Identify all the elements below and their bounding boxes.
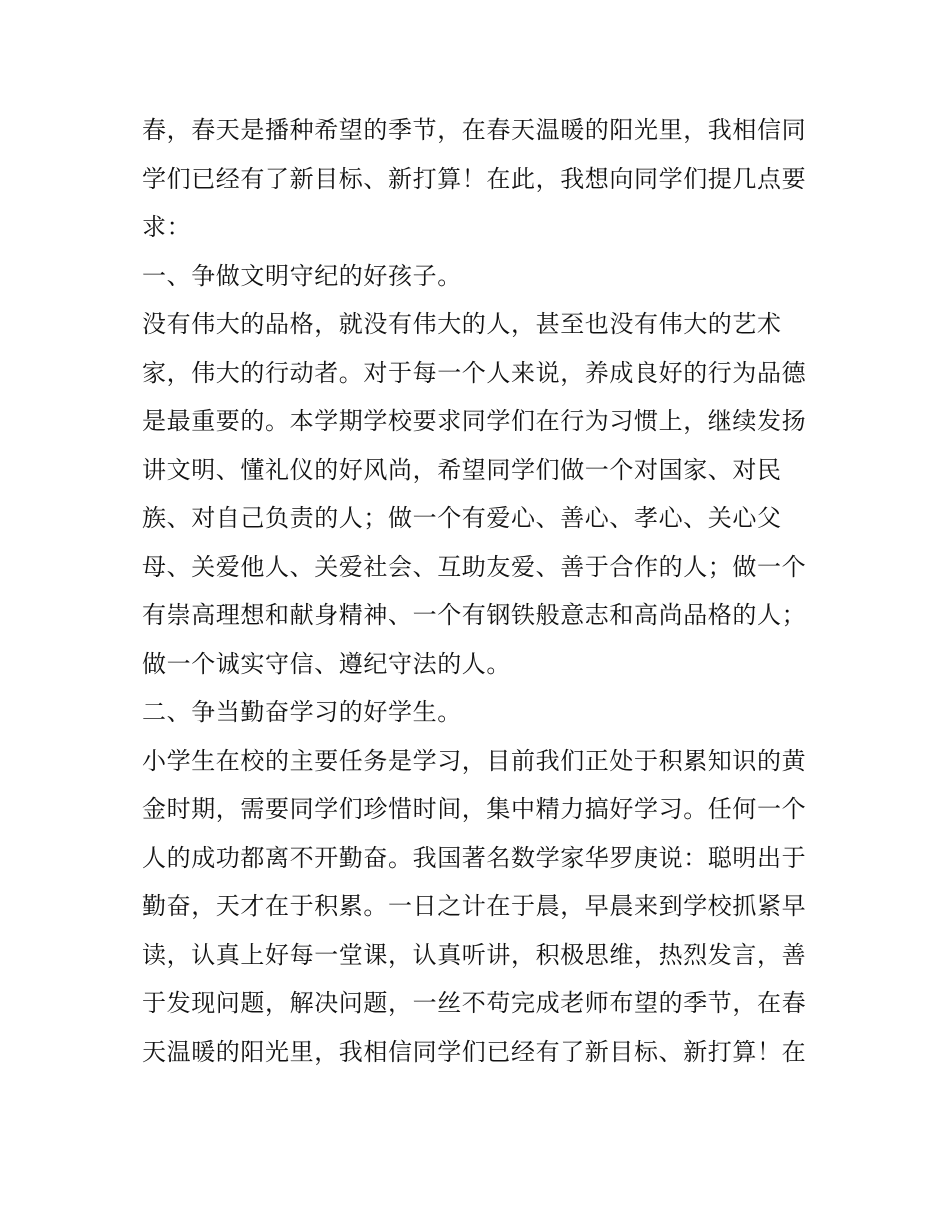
text-line: 求：	[142, 213, 192, 241]
text-line: 春，春天是播种希望的季节，在春天温暖的阳光里，我相信同	[142, 116, 807, 144]
text-line: 家，伟大的行动者。对于每一个人来说，养成良好的行为品德	[142, 358, 807, 387]
text-line: 金时期，需要同学们珍惜时间，集中精力搞好学习。任何一个	[142, 795, 807, 823]
text-line: 母、关爱他人、关爱社会、互助友爱、善于合作的人；做一个	[142, 552, 807, 581]
section-heading: 一、争做文明守纪的好孩子。	[142, 261, 462, 290]
document-body	[142, 106, 822, 1076]
text-line: 小学生在校的主要任务是学习，目前我们正处于积累知识的黄	[142, 746, 807, 775]
text-line: 是最重要的。本学期学校要求同学们在行为习惯上，继续发扬	[142, 407, 807, 435]
text-line: 做一个诚实守信、遵纪守法的人。	[142, 649, 511, 678]
text-line: 族、对自己负责的人；做一个有爱心、善心、孝心、关心父	[142, 504, 782, 532]
text-line: 于发现问题，解决问题，一丝不苟完成老师布望的季节，在春	[142, 989, 807, 1017]
text-line: 天温暖的阳光里，我相信同学们已经有了新目标、新打算！在	[142, 1037, 807, 1066]
text-line: 读，认真上好每一堂课，认真听讲，积极思维，热烈发言，善	[142, 940, 807, 969]
text-line: 学们已经有了新目标、新打算！在此，我想向同学们提几点要	[142, 164, 807, 193]
text-line: 没有伟大的品格，就没有伟大的人，甚至也没有伟大的艺术	[142, 310, 782, 338]
text-line: 勤奋，天才在于积累。一日之计在于晨，早晨来到学校抓紧早	[142, 892, 807, 920]
text-line: 人的成功都离不开勤奋。我国著名数学家华罗庚说：聪明出于	[142, 843, 807, 872]
text-line: 讲文明、懂礼仪的好风尚，希望同学们做一个对国家、对民	[142, 455, 782, 484]
text-line: 有崇高理想和献身精神、一个有钢铁般意志和高尚品格的人；	[142, 601, 807, 629]
section-heading: 二、争当勤奋学习的好学生。	[142, 698, 462, 726]
